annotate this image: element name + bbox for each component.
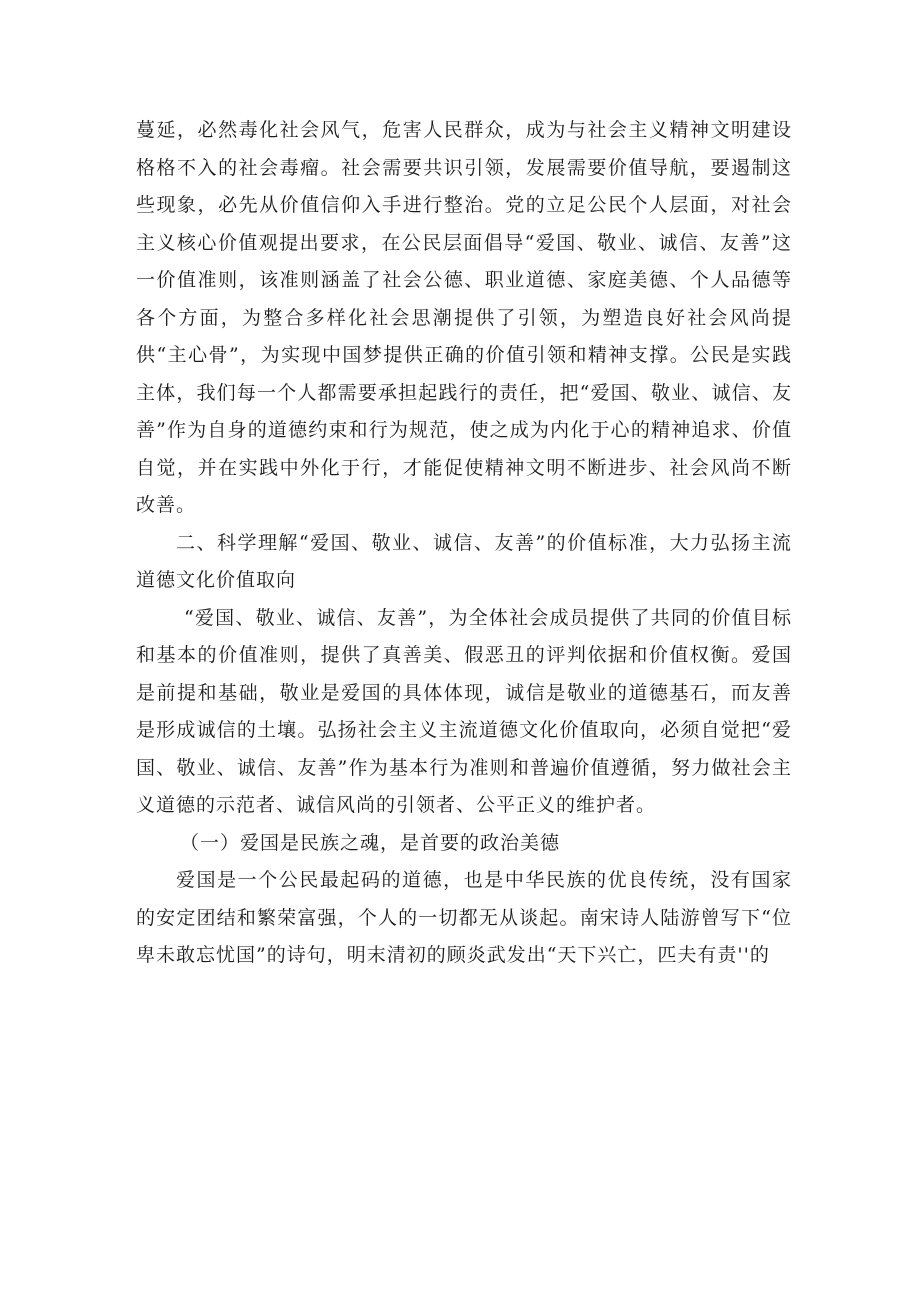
body-paragraph: 蔓延，必然毒化社会风气，危害人民群众，成为与社会主义精神文明建设格格不入的社会毒瘤。社会需要共识引领，发展需要价值导航，要遏制这些现象，必先从价值信仰入手进行整治。党的立足公民个人层面，对社会主义核心价值观提出要求，在公民层面倡导“爱国、敬业、诚信、友善”这一价值准则，该准则涵盖了社会公德、职业道德、家庭美德、个人品德等各个方面，为整合多样化社会思潮提供了引领，为塑造良好社会风尚提供“主心骨”，为实现中国梦提供正确的价值引领和精神支撑。公民是实践主体，我们每一个人都需要承担起践行的责任，把“爱国、敬业、诚信、友善”作为自身的道德约束和行为规范，使之成为内化于心的精神追求、价值自觉，并在实践中外化于行，才能促使精神文明不断进步、社会风尚不断改善。: [136, 119, 792, 516]
document-page: [136, 112, 792, 975]
body-paragraph: “爱国、敬业、诚信、友善”，为全体社会成员提供了共同的价值目标和基本的价值准则，提供了真善美、假恶丑的评判依据和价值权衡。爱国是前提和基础，敬业是爱国的具体体现，诚信是敬业的道德基石，而友善是形成诚信的土壤。弘扬社会主义主流道德文化价值取向，必须自觉把“爱国、敬业、诚信、友善”作为基本行为准则和普遍价值遵循，努力做社会主义道德的示范者、诚信风尚的引领者、公平正义的维护者。: [136, 606, 792, 816]
subsection-heading: （一）爱国是民族之魂，是首要的政治美德: [180, 831, 561, 854]
body-paragraph: 爱国是一个公民最起码的道德，也是中华民族的优良传统，没有国家的安定团结和繁荣富强，个人的一切都无从谈起。南宋诗人陆游曾写下“位卑未敢忘忧国”的诗句，明末清初的顾炎武发出“天下兴亡，匹夫有责''的: [136, 869, 792, 966]
section-heading: 二、科学理解“爱国、敬业、诚信、友善”的价值标准，大力弘扬主流道德文化价值取向: [136, 531, 792, 591]
